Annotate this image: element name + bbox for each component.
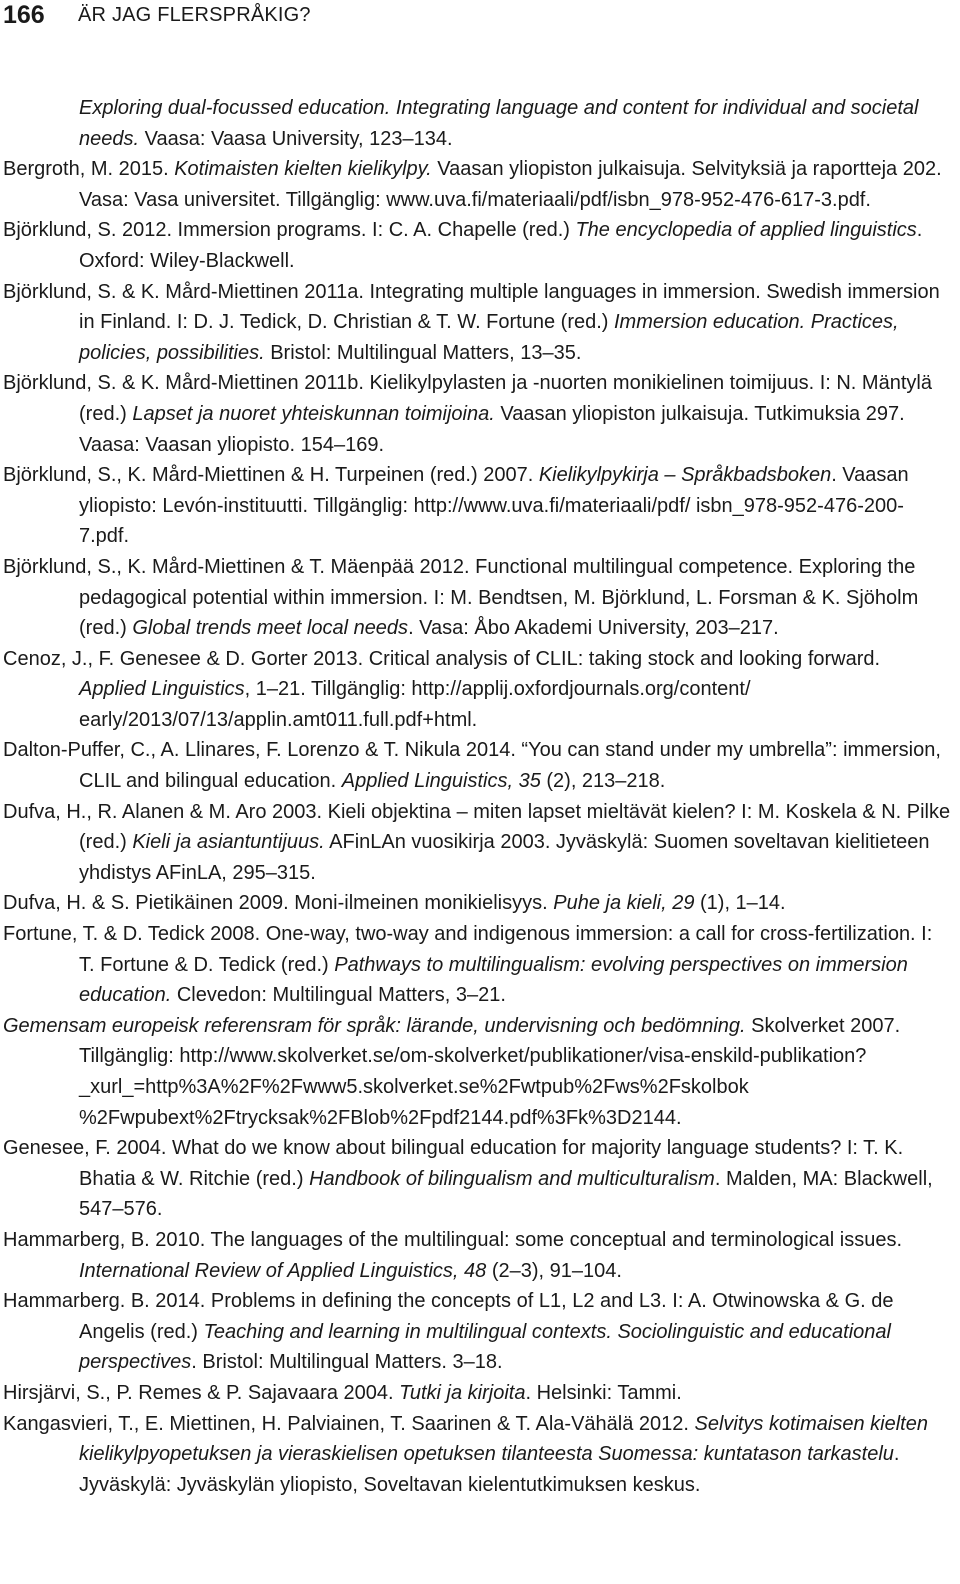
reference-text: Fortune, T. & D. Tedick 2008. One-way, two-way and indigenous immersion: a call for cross-fertilization. I: T. Fortune & D. Tedick (red.) (3, 923, 933, 976)
reference-entry (0, 1378, 952, 1409)
reference-title: International Review of Applied Linguistics, 48 (79, 1259, 487, 1282)
reference-title: Kielikylpykirja – Språkbadsboken (538, 464, 832, 487)
reference-title: Gemensam europeisk referensram för språk: lärande, undervisning och bedömning. (3, 1014, 746, 1037)
reference-text: Dufva, H., R. Alanen & M. Aro 2003. Kieli objektina – miten lapset mieltävät kielen? I: M. Koskela & N. Pilke (red.) (3, 800, 951, 854)
reference-title: Kieli ja asiantuntijuus. (132, 831, 325, 854)
reference-entry (0, 277, 952, 369)
reference-entry (0, 154, 952, 215)
reference-entry (0, 215, 952, 276)
page-number: 166 (3, 0, 45, 29)
reference-text: (2), 213–218. (540, 770, 666, 793)
reference-title: Puhe ja kieli, 29 (553, 892, 695, 915)
reference-entry (0, 460, 952, 552)
reference-entry (0, 888, 952, 919)
reference-entry (0, 1011, 952, 1133)
reference-title: Selvitys kotimaisen kielten kielikylpyopetuksen ja vieraskielisen opetuksen tilanteesta Suomessa: kuntatason tarkastelu (79, 1412, 928, 1466)
reference-text: Clevedon: Multilingual Matters, 3–21. (171, 984, 506, 1007)
reference-entry (0, 919, 952, 1011)
reference-text: . Malden, MA: Blackwell, 547–576. (79, 1167, 933, 1221)
reference-text: . Bristol: Multilingual Matters. 3–18. (191, 1351, 503, 1374)
reference-text: Björklund, S. & K. Mård-Miettinen 2011b. Kielikylpylasten ja -nuorten monikielinen toimijuus. I: N. Mäntylä (red.) (3, 372, 932, 425)
reference-title: Applied Linguistics, 35 (341, 770, 541, 793)
reference-list (0, 93, 952, 1500)
reference-entry (0, 93, 952, 154)
reference-text: (2–3), 91–104. (486, 1259, 622, 1282)
reference-text: . Jyväskylä: Jyväskylän yliopisto, Soveltavan kielentutkimuksen keskus. (79, 1443, 900, 1496)
reference-text: Björklund, S., K. Mård-Miettinen & H. Turpeinen (red.) 2007. (3, 464, 539, 487)
reference-entry (0, 797, 952, 889)
reference-title: Immersion education. Practices, policies, possibilities. (79, 311, 899, 364)
reference-title: Applied Linguistics (79, 678, 245, 701)
reference-title: Tutki ja kirjoita (399, 1381, 526, 1404)
reference-text: Hirsjärvi, S., P. Remes & P. Sajavaara 2004. (3, 1381, 400, 1404)
reference-entry (0, 368, 952, 460)
reference-text: AFinLAn vuosikirja 2003. Jyväskylä: Suomen soveltavan kielitieteen yhdistys AFinLA, 295–315. (79, 831, 930, 884)
reference-title: Global trends meet local needs (132, 617, 409, 640)
reference-text: . Oxford: Wiley-Blackwell. (79, 219, 923, 272)
reference-entry (0, 552, 952, 644)
reference-text: Vaasa: Vaasa University, 123–134. (139, 127, 453, 150)
running-title: ÄR JAG FLERSPRÅKIG? (78, 3, 311, 26)
reference-title: Exploring dual-focussed education. Integrating language and content for individual and societal needs. (79, 97, 919, 150)
reference-text: Björklund, S. & K. Mård-Miettinen 2011a. Integrating multiple languages in immersion. Swedish immersion in Finland. I: D. J. Tedick, D. Christian & T. W. Fortune (red.) (3, 280, 940, 334)
reference-text: Dufva, H. & S. Pietikäinen 2009. Moni-ilmeinen monikielisyys. (3, 892, 554, 915)
reference-text: Cenoz, J., F. Genesee & D. Gorter 2013. Critical analysis of CLIL: taking stock and looking forward. (3, 647, 881, 670)
reference-entry (0, 644, 952, 736)
reference-text: Skolverket 2007. Tillgänglig: http://www.skolverket.se/om-skolverket/publikationer/visa-enskild-publikation?_xurl_=http%3A%2F%2Fwww5.skolverket.se%2Fwtpub%2Fws%2Fskolbok %2Fwpubext%2Ftrycksak%2FBlob%2Fpdf2144.pdf%3Fk%3D2144. (79, 1014, 901, 1129)
reference-text: Björklund, S., K. Mård-Miettinen & T. Mäenpää 2012. Functional multilingual competence. Exploring the pedagogical potential within immersion. I: M. Bendtsen, M. Björklund, L. Forsman & K. Sjöholm (red.) (3, 555, 919, 640)
reference-text: . Helsinki: Tammi. (525, 1381, 682, 1404)
reference-text: . Vaasan yliopisto: Levón-instituutti. Tillgänglig: http://www.uva.fi/materiaali/pdf/ isbn_978-952-476-200-7.pdf. (79, 464, 909, 548)
reference-entry (0, 1286, 952, 1378)
reference-text: . Vasa: Åbo Akademi University, 203–217. (408, 617, 779, 640)
reference-entry (0, 735, 952, 796)
reference-title: Kotimaisten kielten kielikylpy. (174, 158, 432, 181)
reference-entry (0, 1133, 952, 1225)
reference-text: (1), 1–14. (694, 892, 786, 915)
reference-entry (0, 1409, 952, 1501)
reference-title: Pathways to multilingualism: evolving perspectives on immersion education. (79, 953, 908, 1007)
reference-title: Lapset ja nuoret yhteiskunnan toimijoina. (132, 402, 495, 425)
reference-text: Vaasan yliopiston julkaisuja. Tutkimuksia 297. Vaasa: Vaasan yliopisto. 154–169. (79, 402, 905, 456)
reference-title: Handbook of bilingualism and multiculturalism (309, 1167, 715, 1190)
reference-text: , 1–21. Tillgänglig: http://applij.oxfordjournals.org/content/ early/2013/07/13/applin.amt011.full.pdf+html. (79, 678, 751, 731)
reference-text: Vaasan yliopiston julkaisuja. Selvityksiä ja raportteja 202. Vasa: Vasa universitet. Tillgänglig: www.uva.fi/materiaali/pdf/isbn_978-952-476-617-3.pdf. (79, 158, 942, 211)
reference-text: Bristol: Multilingual Matters, 13–35. (264, 341, 582, 364)
reference-text: Kangasvieri, T., E. Miettinen, H. Palviainen, T. Saarinen & T. Ala-Vähälä 2012. (3, 1412, 695, 1435)
reference-entry (0, 1225, 952, 1286)
reference-text: Bergroth, M. 2015. (3, 158, 175, 181)
page-header (0, 0, 960, 30)
reference-text: Dalton-Puffer, C., A. Llinares, F. Lorenzo & T. Nikula 2014. “You can stand under my umbrella”: immersion, CLIL and bilingual education. (3, 739, 941, 793)
reference-text: Björklund, S. 2012. Immersion programs. I: C. A. Chapelle (red.) (3, 219, 576, 242)
reference-text: Genesee, F. 2004. What do we know about bilingual education for majority language students? I: T. K. Bhatia & W. Ritchie (red.) (3, 1137, 904, 1190)
reference-text: Hammarberg. B. 2014. Problems in defining the concepts of L1, L2 and L3. I: A. Otwinowska & G. de Angelis (red.) (3, 1290, 894, 1343)
reference-text: Hammarberg, B. 2010. The languages of the multilingual: some conceptual and terminological issues. (3, 1228, 903, 1251)
reference-title: Teaching and learning in multilingual contexts. Sociolinguistic and educational perspectives (79, 1320, 891, 1374)
reference-title: The encyclopedia of applied linguistics (575, 219, 917, 242)
